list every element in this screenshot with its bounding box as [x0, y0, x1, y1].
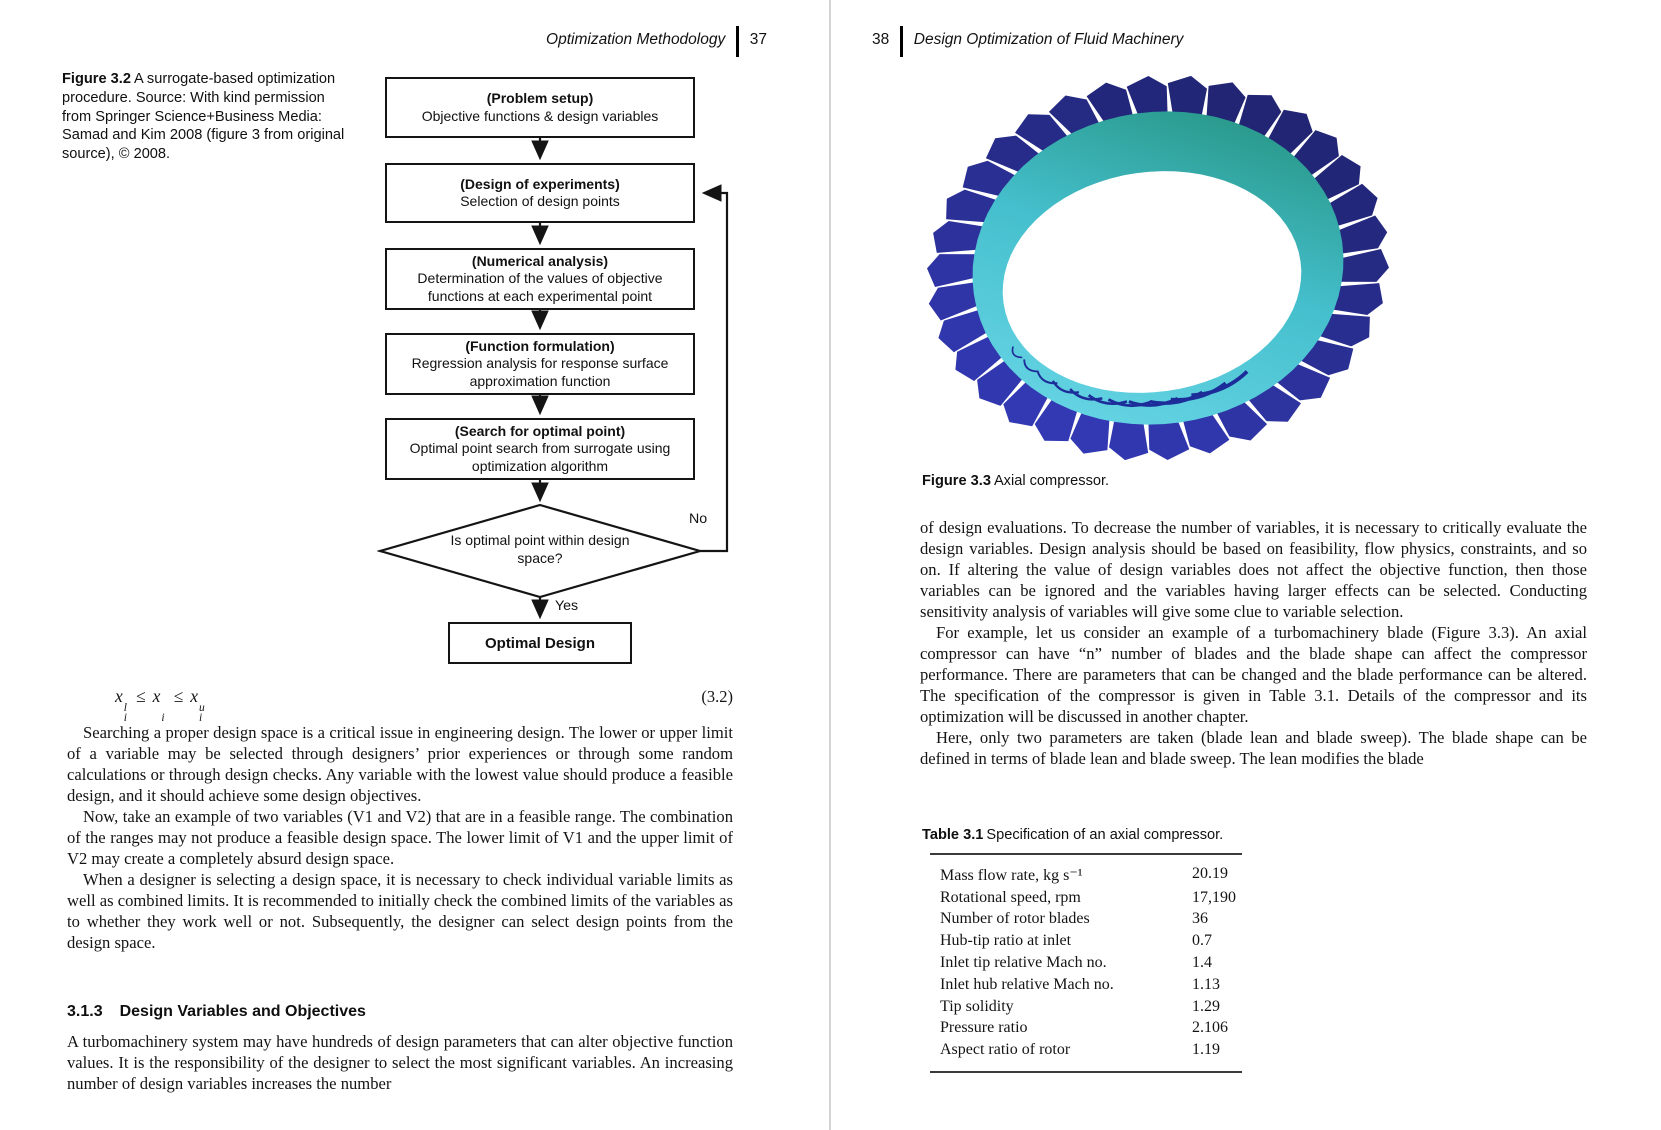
paragraph: of design evaluations. To decrease the number of variables, it is necessary to critically evaluate the design variables. Design analysis should be based on feasibility, flow physics, constraints, and so on. If altering the value of design variables does not affect the objective function, then those variables can be ignored and the variables having larger effects can be selected. Conducting sensitivity analysis of variables will give some clue to variable selection.: [920, 518, 1587, 621]
box-title: (Numerical analysis): [471, 253, 609, 270]
right-running-header: [872, 24, 1183, 55]
flowchart-box-numerical-analysis: [385, 248, 695, 310]
figure-3-2-caption: [62, 70, 356, 164]
equation-number: (3.2): [701, 687, 733, 706]
page-divider: [829, 0, 831, 1130]
row-label: Pressure ratio: [940, 1019, 1028, 1037]
figure-3-3-caption-label: Figure 3.3: [922, 473, 991, 489]
left-header-title: Optimization Methodology: [546, 30, 726, 48]
table-3-1-caption-text: Specification of an axial compressor.: [986, 827, 1224, 843]
table-row: [930, 1017, 1242, 1039]
box-body: Regression analysis for response surface approximation function: [411, 355, 669, 389]
flowchart-box-function-formulation: [385, 333, 695, 395]
row-value: 1.13: [1192, 975, 1220, 993]
figure-3-3-caption-text: Axial compressor.: [993, 473, 1110, 489]
section-heading-3-1-3: [67, 1003, 366, 1021]
right-page-number: 38: [872, 30, 890, 48]
flowchart-box-optimal-design: Optimal Design: [448, 622, 632, 664]
row-label: Tip solidity: [940, 997, 1014, 1015]
row-label: Inlet tip relative Mach no.: [940, 954, 1107, 972]
row-value: 1.19: [1192, 1041, 1220, 1059]
paragraph: Now, take an example of two variables (V1 and V2) that are in a feasible range. The combination of the ranges may not produce a feasible design space. The lower limit of V1 and the upper limit of V2 may create a completely absurd design space.: [67, 807, 733, 868]
spec-table: [930, 853, 1242, 1073]
figure-3-2-caption-text: A surrogate-based optimization procedure. Source: With kind permission from Springer Science+Business Media: Samad and Kim 2008 (figure 3 from original source), © 2008.: [62, 71, 345, 163]
axial-compressor-figure: [920, 70, 1400, 470]
row-value: 2.106: [1192, 1019, 1228, 1037]
table-3-1-caption-label: Table 3.1: [922, 827, 984, 843]
figure-3-2-caption-label: Figure 3.2: [62, 71, 131, 87]
box-title: (Problem setup): [486, 90, 594, 107]
paragraph: A turbomachinery system may have hundreds of design parameters that can alter objective function values. It is the responsibility of the designer to select the most significant variables. An increasing number of design variables increases the number: [67, 1032, 733, 1093]
box-body: Objective functions & design variables: [421, 107, 659, 124]
table-row: [930, 863, 1242, 887]
left-body-text-2: [67, 1031, 733, 1094]
decision-text: Is optimal point within design space?: [450, 532, 630, 566]
eq-sup-l: l: [123, 701, 127, 714]
flowchart-box-problem-setup: [385, 77, 695, 138]
table-row: [930, 952, 1242, 974]
left-running-header: [67, 24, 767, 55]
row-label: Aspect ratio of rotor: [940, 1041, 1071, 1059]
yes-label: Yes: [555, 598, 579, 614]
paragraph: When a designer is selecting a design space, it is necessary to check individual variable limits as well as combined limits. It is recommended to initially check the combined limits of the variables as to whether they work well or not. Subsequently, the designer can select design points from the design space.: [67, 870, 733, 952]
eq-var: x: [115, 686, 123, 706]
paragraph: For example, let us consider an example of a turbomachinery blade (Figure 3.3). An axial compressor can have “n” number of blades and the blade shape can affect the compressor performance. There are parameters that can be changed and the blade performance can be altered. The specification of the compressor is given in Table 3.1. Details of the compressor and its optimization will be discussed in another chapter.: [920, 623, 1587, 726]
row-label: Inlet hub relative Mach no.: [940, 975, 1114, 993]
flowchart-box-search-optimal-point: [385, 418, 695, 480]
eq-sub-i: i: [161, 711, 165, 724]
table-row: [930, 909, 1242, 931]
section-number: 3.1.3: [67, 1003, 103, 1020]
box-title: (Design of experiments): [460, 175, 620, 192]
row-value: 36: [1192, 910, 1208, 928]
left-page-number: 37: [749, 30, 767, 48]
row-label: Hub-tip ratio at inlet: [940, 932, 1072, 950]
left-header-rule: [736, 26, 739, 57]
equation-3-2: [115, 686, 207, 723]
right-header-title: Design Optimization of Fluid Machinery: [913, 30, 1184, 48]
table-row: [930, 887, 1242, 909]
box-body: Selection of design points: [460, 193, 620, 209]
table-3-1-caption: [922, 826, 1522, 845]
row-value: 1.29: [1192, 997, 1220, 1015]
eq-sup-u: u: [198, 701, 205, 714]
feedback-arrow-no: [700, 193, 727, 551]
row-value: 20.19: [1192, 864, 1228, 882]
row-value: 1.4: [1192, 954, 1212, 972]
row-value: 0.7: [1192, 932, 1212, 950]
leq-sign: ≤: [173, 686, 184, 706]
table-row: [930, 974, 1242, 996]
row-label: Mass flow rate, kg s⁻¹: [940, 866, 1083, 884]
box-title: (Function formulation): [465, 338, 615, 355]
box-body: Determination of the values of objective functions at each experimental point: [417, 270, 663, 304]
left-body-text: [67, 722, 733, 953]
eq-sub-i: i: [123, 711, 127, 724]
eq-var: x: [152, 686, 161, 706]
table-row: [930, 1039, 1242, 1061]
figure-3-3-caption: [922, 472, 1522, 491]
flowchart-figure-3-2: [377, 70, 733, 670]
table-row: [930, 930, 1242, 952]
right-header-rule: [900, 26, 903, 57]
section-title: Design Variables and Objectives: [119, 1003, 366, 1020]
no-label: No: [689, 511, 708, 527]
box-body: Optimal point search from surrogate using optimization algorithm: [409, 440, 671, 474]
table-row: [930, 996, 1242, 1018]
flowchart-box-design-of-experiments: [385, 163, 695, 223]
equation-3-2-row: [67, 686, 733, 723]
row-value: 17,190: [1192, 888, 1236, 906]
eq-sub-i: i: [198, 711, 203, 724]
leq-sign: ≤: [135, 686, 146, 706]
right-body-text: [920, 517, 1587, 769]
eq-var: x: [190, 686, 198, 706]
paragraph: Searching a proper design space is a critical issue in engineering design. The lower or upper limit of a variable may be selected through designers’ prior experiences or through some random calculations or through design checks. Any variable with the lowest value should produce a feasible design, and it should achieve some design objectives.: [67, 723, 733, 805]
row-label: Number of rotor blades: [940, 910, 1090, 928]
row-label: Rotational speed, rpm: [940, 888, 1081, 906]
paragraph: Here, only two parameters are taken (blade lean and blade sweep). The blade shape can be defined in terms of blade lean and blade sweep. The lean modifies the blade: [920, 728, 1587, 768]
box-title: (Search for optimal point): [454, 423, 626, 440]
